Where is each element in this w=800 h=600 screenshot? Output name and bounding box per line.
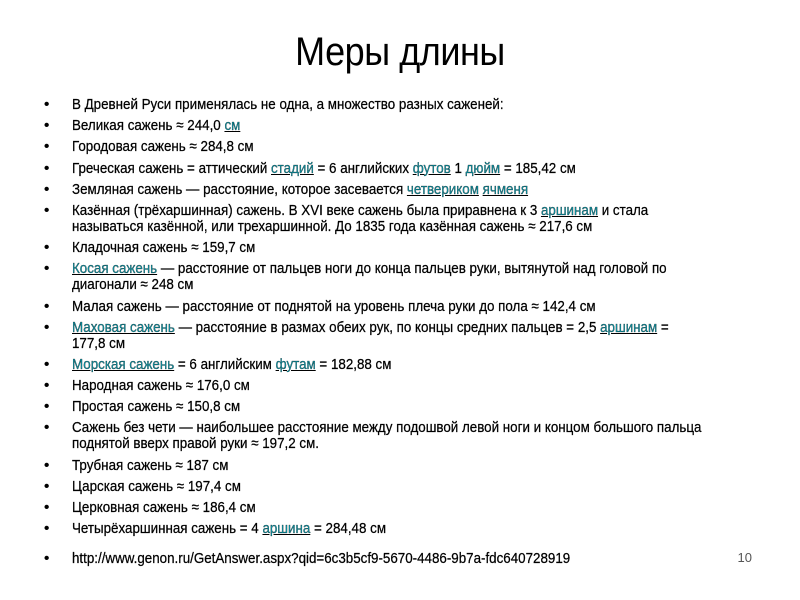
list-item [44, 500, 764, 516]
bullet-dot-icon: • [44, 377, 50, 395]
text-run: Народная сажень ≈ 176,0 см [72, 377, 250, 395]
list-item [44, 299, 764, 315]
text-run: = 182,88 см [315, 355, 392, 373]
list-item [44, 161, 764, 177]
slide-title: Меры длины [295, 30, 505, 74]
bullet-list [44, 97, 764, 572]
list-item-text [72, 320, 706, 352]
bullet-dot-icon: • [44, 318, 50, 336]
hyperlink[interactable]: дюйм [465, 159, 501, 177]
list-item-text [72, 161, 706, 177]
text-run: = 177,8 см [72, 318, 669, 352]
hyperlink[interactable]: Косая сажень [72, 260, 158, 278]
text-run: В Древней Руси применялась не одна, а множество разных саженей: [72, 96, 504, 113]
list-item [44, 203, 764, 235]
hyperlink[interactable]: Морская сажень [72, 355, 175, 373]
list-item [44, 399, 764, 415]
list-item-text [72, 203, 706, 235]
hyperlink[interactable]: футам [275, 355, 316, 373]
list-item [44, 458, 764, 474]
hyperlink[interactable]: см [224, 117, 241, 135]
text-run: Кладочная сажень ≈ 159,7 см [72, 239, 256, 257]
bullet-dot-icon: • [44, 550, 50, 568]
list-item [44, 320, 764, 352]
list-item-text [72, 182, 706, 198]
bullet-dot-icon: • [44, 398, 50, 416]
list-item [44, 240, 764, 256]
list-item [44, 378, 764, 394]
hyperlink[interactable]: ячменя [482, 180, 529, 198]
page-number: 10 [737, 550, 752, 565]
list-item [44, 420, 764, 452]
text-run: Городовая сажень ≈ 284,8 см [72, 138, 254, 156]
list-item-text [72, 139, 706, 155]
text-run: = 284,48 см [310, 520, 387, 538]
bullet-dot-icon: • [44, 159, 50, 177]
bullet-dot-icon: • [44, 520, 50, 538]
list-item-text [72, 261, 706, 293]
bullet-dot-icon: • [44, 477, 50, 495]
list-item-text [72, 118, 706, 134]
bullet-dot-icon: • [44, 201, 50, 219]
bullet-dot-icon: • [44, 456, 50, 474]
text-run: http://www.genon.ru/GetAnswer.aspx?qid=6c3b5cf9-5670-4486-9b7a-fdc640728919 [72, 550, 571, 568]
bullet-dot-icon: • [44, 180, 50, 198]
text-run: Греческая сажень = аттический [72, 159, 272, 177]
bullet-dot-icon: • [44, 499, 50, 516]
text-run: Казённая (трёхаршинная) сажень. В XVI веке сажень была приравнена к 3 [72, 201, 541, 219]
list-item [44, 139, 764, 155]
text-run: = 6 английских [313, 159, 413, 177]
text-run: и стала называться казённой, или трехаршинной. До 1835 года казённая сажень ≈ 217,6 см [72, 201, 649, 235]
hyperlink[interactable]: стадий [271, 159, 314, 177]
list-item [44, 357, 764, 373]
bullet-dot-icon: • [44, 96, 50, 113]
bullet-dot-icon: • [44, 138, 50, 156]
text-run: = 6 английским [174, 355, 276, 373]
text-run: Простая сажень ≈ 150,8 см [72, 398, 241, 416]
list-item-text [72, 378, 706, 394]
list-item-text [72, 97, 706, 113]
text-run: — расстояние от пальцев ноги до конца пальцев руки, вытянутой над головой по диагонали ≈ 248 см [72, 260, 667, 294]
list-item [44, 118, 764, 134]
text-run: Сажень без чети — наибольшее расстояние между подошвой левой ноги и концом большого пальца поднятой вверх правой руки ≈ 197,2 см. [72, 419, 702, 453]
text-run: Малая сажень — расстояние от поднятой на уровень плеча руки до пола ≈ 142,4 см [72, 297, 596, 315]
list-item-text [72, 299, 706, 315]
list-item-text [72, 521, 706, 537]
hyperlink[interactable]: четвериком [406, 180, 479, 198]
bullet-dot-icon: • [44, 239, 50, 257]
list-item-text [72, 240, 706, 256]
text-run: = 185,42 см [500, 159, 576, 177]
text-run: Земляная сажень — расстояние, которое засевается [72, 180, 407, 198]
bullet-dot-icon: • [44, 419, 50, 437]
list-item-text [72, 357, 706, 373]
hyperlink[interactable]: Маховая сажень [72, 318, 175, 336]
text-run: — расстояние в размах обеих рук, по концы средних пальцев = 2,5 [174, 318, 601, 336]
list-item [44, 521, 764, 537]
text-run: Четырёхаршинная сажень = 4 [72, 520, 263, 538]
list-item-text [72, 551, 706, 567]
list-item-text [72, 479, 706, 495]
bullet-dot-icon: • [44, 117, 50, 135]
list-item [44, 182, 764, 198]
list-item [44, 261, 764, 293]
text-run: Церковная сажень ≈ 186,4 см [72, 499, 256, 516]
list-item [44, 479, 764, 495]
bullet-dot-icon: • [44, 297, 50, 315]
bullet-dot-icon: • [44, 355, 50, 373]
hyperlink[interactable]: аршинам [600, 318, 658, 336]
hyperlink[interactable]: аршинам [540, 201, 599, 219]
list-item-text [72, 420, 706, 452]
list-item-text [72, 399, 706, 415]
list-item-text [72, 500, 706, 516]
text-run: Трубная сажень ≈ 187 см [72, 456, 229, 474]
list-item-text [72, 458, 706, 474]
hyperlink[interactable]: футов [412, 159, 451, 177]
list-item [44, 97, 764, 113]
text-run: Великая сажень ≈ 244,0 [72, 117, 225, 135]
list-item [44, 551, 764, 567]
bullet-dot-icon: • [44, 260, 50, 278]
text-run: Царская сажень ≈ 197,4 см [72, 477, 241, 495]
text-run: 1 [450, 159, 466, 177]
hyperlink[interactable]: аршина [262, 520, 311, 538]
